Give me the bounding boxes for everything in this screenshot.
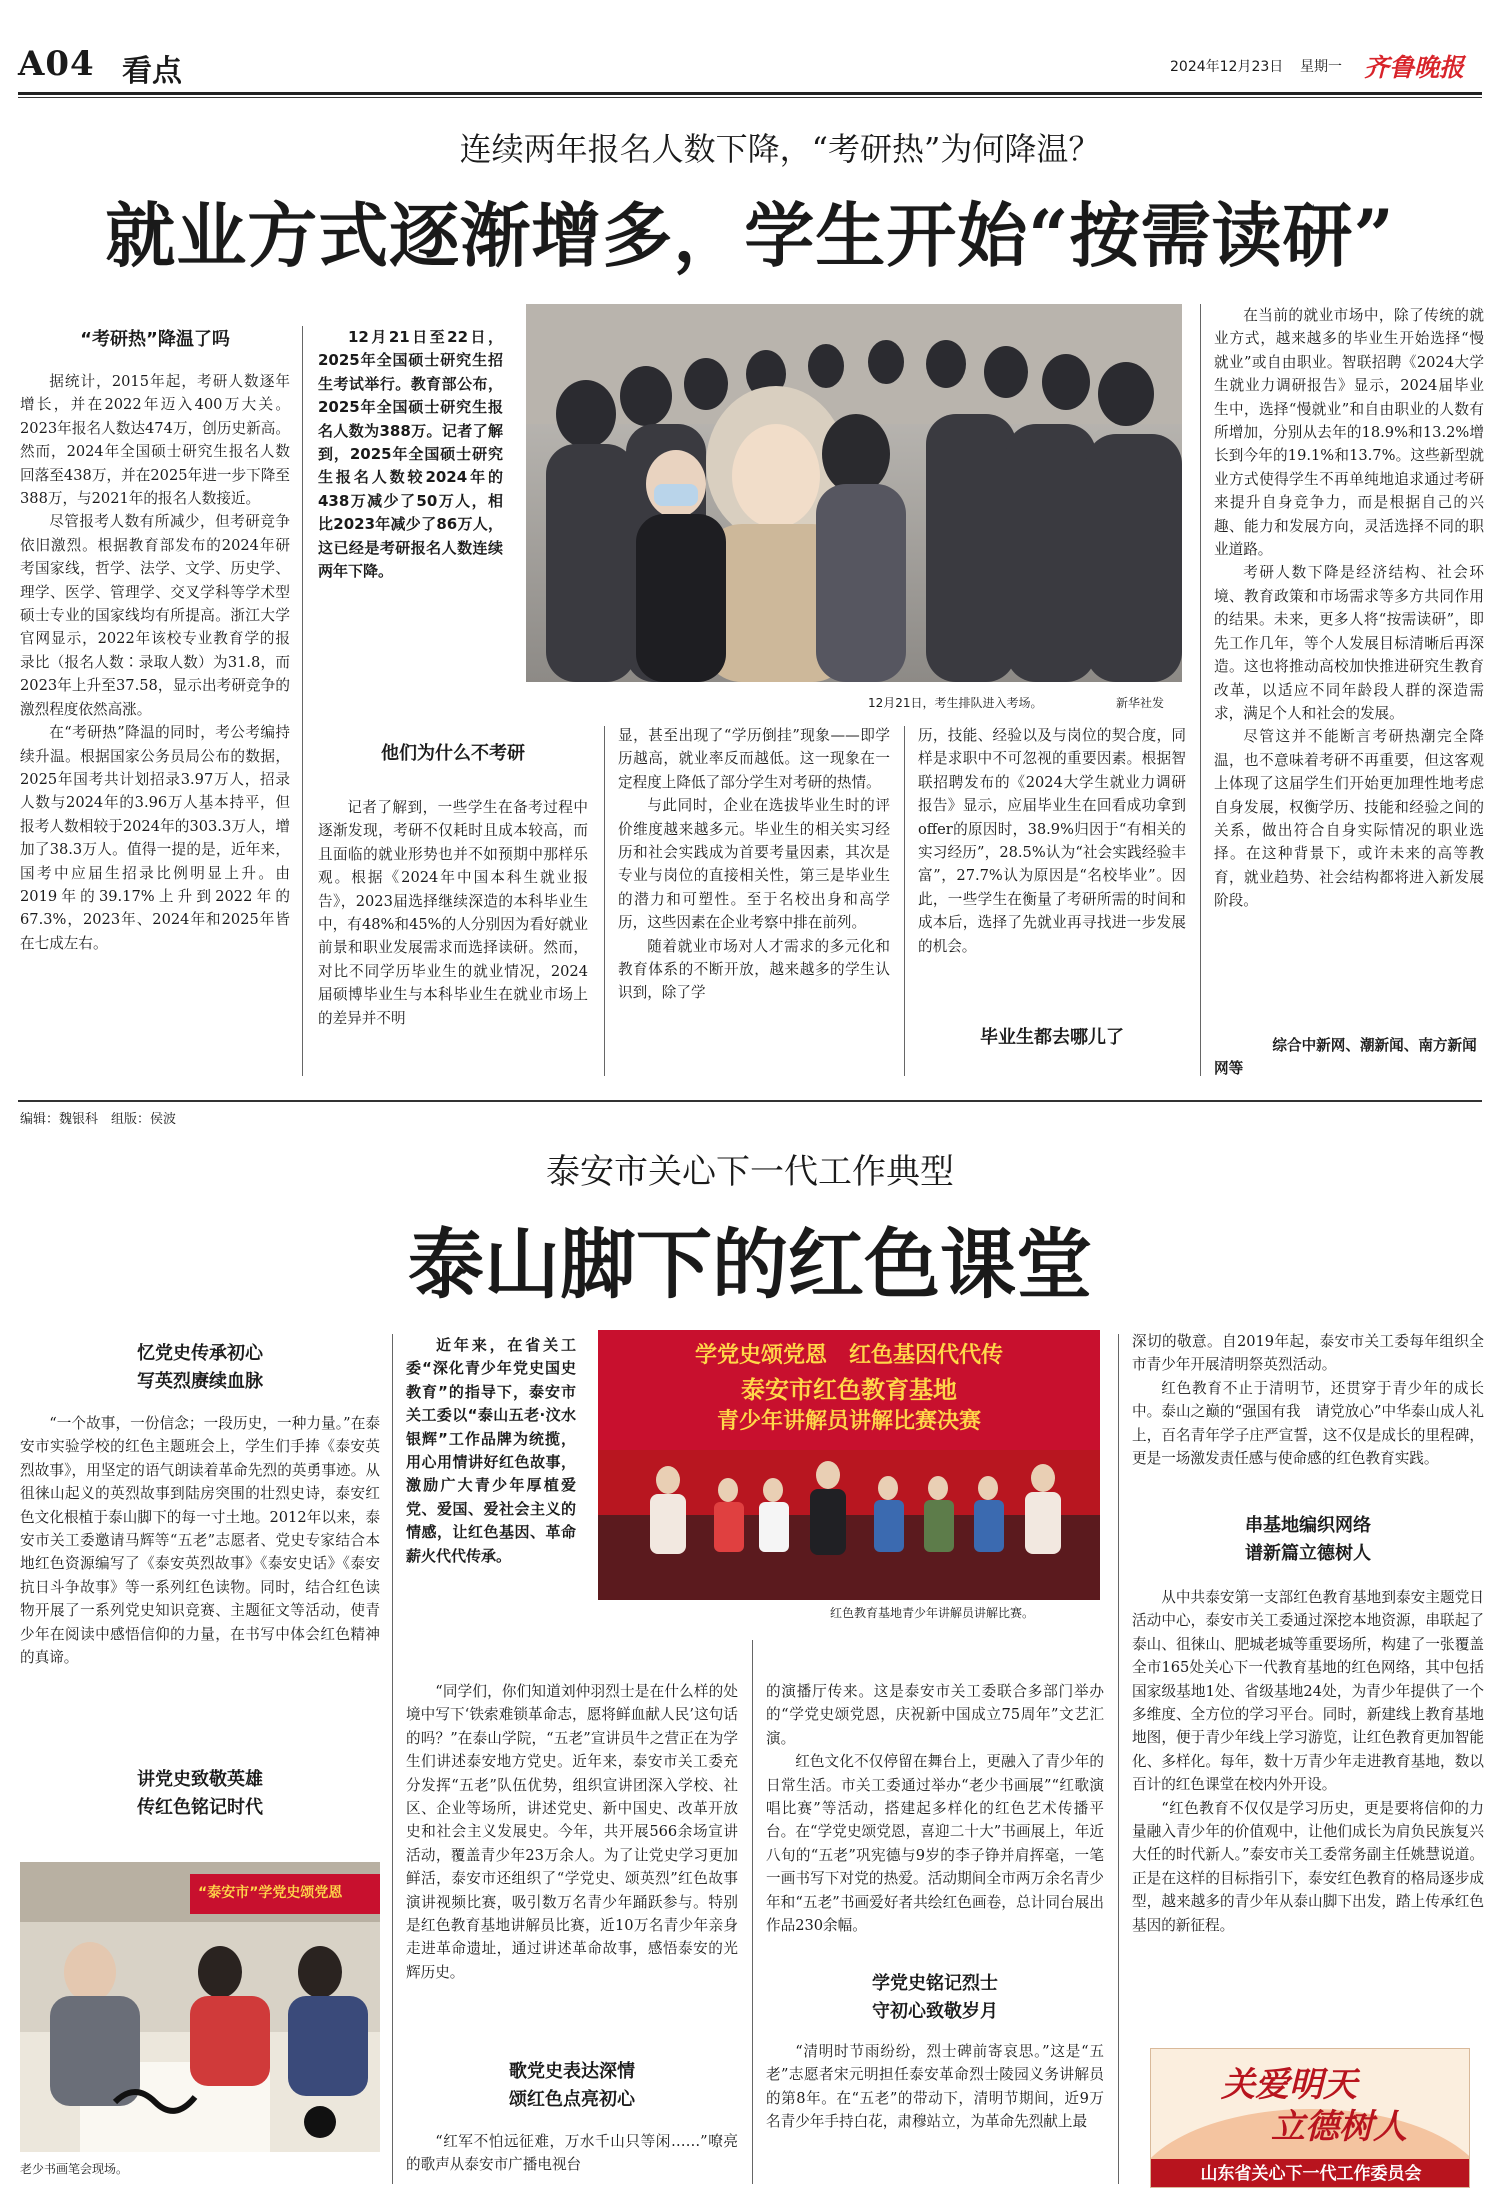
story1-col5-body: [1214, 304, 1484, 1034]
section-name: 看点: [122, 54, 182, 89]
story2-colD-heading: [1132, 1512, 1484, 1568]
lead-paragraph: 近年来，在省关工委“深化青少年党史国史教育”的指导下，泰安市关工委以“泰山五老·汶水银辉”工作品牌为统揽，用心用情讲好红色故事，激励广大青少年厚植爱党、爱国、爱社会主义的情感，让红色基因、革命薪火代代传承。: [406, 1336, 576, 1565]
issue-date: 2024年12月23日: [1170, 59, 1284, 75]
story2-colA-body: [20, 1412, 380, 1732]
story2-colC-body-2: [766, 2040, 1104, 2180]
paragraph: 在“考研热”降温的同时，考公考编持续升温。根据国家公务员局公布的数据，2025年国考共计划招录3.97万人，招录人数与2024年的3.96万人基本持平，但报考人数相较于2024年的303.3万人，增加了38.3万人。值得一提的是，近年来，国考中应届生招录比例明显上升。由2019年的39.17%上升到2022年的67.3%，2023年、2024年和2025年皆在七成左右。: [20, 724, 290, 952]
story2-colB-body: [406, 1680, 738, 2050]
story-divider: [18, 1100, 1482, 1102]
paragraph: 深切的敬意。自2019年起，泰安市关工委每年组织全市青少年开展清明祭英烈活动。: [1132, 1333, 1484, 1374]
badge-organization: 山东省关心下一代工作委员会: [1151, 2159, 1470, 2188]
column-rule: [1118, 1334, 1119, 2184]
heading-line: 写英烈赓续血脉: [137, 1371, 263, 1392]
story2-colB-heading: [406, 2058, 738, 2114]
exam-queue-photo-graphic: [526, 304, 1182, 682]
paragraph: “红色教育不仅仅是学习历史，更是要将信仰的力量融入青少年的价值观中，让他们成长为肩负民族复兴大任的时代新人。”泰安市关工委常务副主任姚慧说道。正是在这样的目标指引下，泰安红色教育的格局逐步成型，越来越多的青少年从泰山脚下出发，踏上传承红色基因的新征程。: [1132, 1799, 1484, 1934]
editor-credit: 编辑：魏银科 组版：侯波: [20, 1112, 177, 1127]
column-rule: [392, 1334, 393, 2184]
heading-line: 守初心致敬岁月: [872, 2001, 998, 2022]
badge-slogan-2: 立德树人: [1271, 2107, 1407, 2147]
paragraph: 红色文化不仅停留在舞台上，更融入了青少年的日常生活。市关工委通过举办“老少书画展”“红歌演唱比赛”等活动，搭建起多样化的红色艺术传播平台。在“学党史颂党恩，喜迎二十大”书画展上，年近八旬的“五老”巩宪德与9岁的李子铮并肩挥毫，一笔一画书写下对党的热爱。活动期间全市两万余名青少年和“五老”书画爱好者共绘红色画卷，总计同台展出作品230余幅。: [766, 1753, 1104, 1935]
heading-line: 歌党史表达深情: [509, 2061, 635, 2082]
photo2-caption: 红色教育基地青少年讲解员讲解比赛。: [830, 1606, 1035, 1620]
story1-lead: [318, 326, 503, 666]
story2-colA-heading-2: [20, 1766, 380, 1822]
story1-col1-body: [20, 370, 290, 1080]
paragraph: 记者了解到，一些学生在备考过程中逐渐发现，考研不仅耗时且成本较高，而且面临的就业形势也并不如预期中那样乐观。根据《2024年中国本科生就业报告》，2023届选择继续深造的本科毕业生中，有48%和45%的人分别因为看好就业前景和职业发展需求而选择读研。然而，对比不同学历毕业生的就业情况，2024届硕博毕业生与本科毕业生在就业市场上的差异并不明: [318, 799, 588, 1027]
story2-colD-body: [1132, 1330, 1484, 1520]
story1-col3-body: [618, 724, 890, 1076]
paragraph: “清明时节雨纷纷，烈士碑前寄哀思。”这是“五老”志愿者宋元明担任泰安革命烈士陵园义务讲解员的第8年。在“五老”的带动下，清明节期间，近9万名青少年手持白花，肃穆站立，为革命先烈献上最: [766, 2043, 1104, 2131]
paragraph: “一个故事，一份信念；一段历史，一种力量。”在泰安市实验学校的红色主题班会上，学生们手捧《泰安英烈故事》，用坚定的语气朗读着革命先烈的英勇事迹。从徂徕山起义的英烈故事到陆房突围的壮烈史诗，泰安红色文化根植于泰山脚下的每一寸土地。2012年以来，泰安市关工委邀请马辉等“五老”志愿者、党史专家结合本地红色资源编写了《泰安英烈故事》《泰安史话》《泰安抗日斗争故事》等一系列红色读物。同时，结合红色读物开展了一系列党史知识竞赛、主题征文等活动，使青少年在阅读中感悟信仰的力量，在书写中体会红色精神的真谛。: [20, 1415, 380, 1667]
care-tomorrow-badge: [1150, 2048, 1470, 2188]
paragraph: 红色教育不止于清明节，还贯穿于青少年的成长中。泰山之巅的“强国有我 请党放心”中华泰山成人礼上，百名青年学子庄严宣誓，这不仅是成长的里程碑，更是一场激发责任感与使命感的红色教育实践。: [1132, 1379, 1484, 1468]
page-number: A04: [18, 44, 95, 84]
column-rule: [302, 326, 303, 1076]
photo1-caption: 老少书画笔会现场。: [20, 2162, 129, 2176]
story1-kicker: 连续两年报名人数下降，“考研热”为何降温？: [459, 130, 1101, 168]
paragraph: 据统计，2015年起，考研人数逐年增长，并在2022年迈入400万大关。2023年报名人数达474万，创历史新高。然而，2024年全国硕士研究生报名人数回落至438万，并在2025年进一步下降至388万，与2021年的报名人数接近。: [20, 373, 290, 508]
story1-col2-body: [318, 796, 588, 1076]
paragraph: 考研人数下降是经济结构、社会环境、教育政策和市场需求等多方共同作用的结果。未来，更多人将“按需读研”，即先工作几年，等个人发展目标清晰后再深造。这也将推动高校加快推进研究生教育改革，以适应不同年龄段人群的深造需求，满足个人和社会的发展。: [1214, 564, 1484, 722]
paragraph: 显，甚至出现了“学历倒挂”现象——即学历越高，就业率反而越低。这一现象在一定程度上降低了部分学生对考研的热情。: [618, 727, 890, 791]
story1-col1-heading: “考研热”降温了吗: [80, 329, 230, 350]
heading-line: 传红色铭记时代: [137, 1797, 263, 1818]
story2-headline: 泰山脚下的红色课堂: [408, 1220, 1092, 1309]
header-rule-thin: [18, 97, 1482, 98]
column-rule: [904, 726, 905, 1076]
story1-source: 综合中新网、潮新闻、南方新闻网等: [1214, 1037, 1477, 1078]
story2-colD-body-2: [1132, 1586, 1484, 2042]
paragraph: 在当前的就业市场中，除了传统的就业方式，越来越多的毕业生开始选择“慢就业”或自由职业。智联招聘《2024大学生就业力调研报告》显示，2024届毕业生中，选择“慢就业”和自由职业的人数有所增加，分别从去年的18.9%和13.2%增长到今年的19.1%和13.7%。这些新型就业方式使得学生不再单纯地追求通过考研来提升自身竞争力，而是根据自己的兴趣、能力和发展方向，灵活选择不同的职业道路。: [1214, 307, 1484, 559]
header-rule: [18, 92, 1482, 95]
contest-banner-line-2: 泰安市红色教育基地: [741, 1376, 957, 1404]
story1-headline: 就业方式逐渐增多，学生开始“按需读研”: [105, 194, 1395, 277]
paragraph: 尽管报考人数有所减少，但考研竞争依旧激烈。根据教育部发布的2024年研考国家线，哲学、法学、文学、历史学、理学、医学、管理学、交叉学科等学术型硕士专业的国家线均有所提高。浙江大学官网显示，2022年该校专业教育学的报录比（报名人数∶录取人数）为31.8，而2023年上升至37.58，显示出考研竞争的激烈程度依然高涨。: [20, 513, 290, 718]
calligraphy-banner: “泰安市”学党史颂党恩: [198, 1885, 343, 1901]
paragraph: 从中共泰安第一支部红色教育基地到泰安主题党日活动中心，泰安市关工委通过深挖本地资源，串联起了泰山、徂徕山、肥城老城等重要场所，构建了一张覆盖全市165处关心下一代教育基地的红色网络，其中包括国家级基地1处、省级基地24处，为青少年提供了一个多维度、全方位的学习平台。同时，新建线上教育基地地图，便于青少年线上学习游览，让红色教育更加智能化、多样化。每年，数十万青少年走进教育基地，数以百计的红色课堂在校内外开设。: [1132, 1589, 1484, 1794]
column-rule: [752, 1640, 753, 2184]
badge-slogan-1: 关爱明天: [1221, 2065, 1357, 2105]
lead-paragraph: 12月21日至22日，2025年全国硕士研究生招生考试举行。教育部公布，2025年全国硕士研究生报名人数为388万。记者了解到，2025年全国硕士研究生报名人数较2024年的438万减少了50万人，相比2023年减少了86万人，这已经是考研报名人数连续两年下降。: [318, 328, 503, 581]
paragraph: 历，技能、经验以及与岗位的契合度，同样是求职中不可忽视的重要因素。根据智联招聘发布的《2024大学生就业力调研报告》显示，应届毕业生在回看成功拿到offer的原因时，38.9%归因于“有相关的实习经历”，28.5%认为“社会实践经验丰富”，27.7%认为原因是“名校毕业”。因此，一些学生在衡量了考研所需的时间和成本后，选择了先就业再寻找进一步发展的机会。: [918, 727, 1186, 955]
masthead-logo: 齐鲁晚报: [1364, 53, 1465, 82]
story1-col4-heading: 毕业生都去哪儿了: [980, 1027, 1124, 1048]
story1-col4-body: [918, 724, 1186, 1004]
paragraph: “同学们，你们知道刘仲羽烈士是在什么样的处境中写下‘铁索难锁革命志，愿将鲜血献人民’这句话的吗？”在泰山学院，“五老”宣讲员牛之营正在为学生们讲述泰安地方党史。近年来，泰安市关工委充分发挥“五老”队伍优势，组织宣讲团深入学校、社区、企业等场所，讲述党史、新中国史、改革开放史和社会主义发展史。今年，共开展566余场宣讲活动，覆盖青少年23万余人。为了让党史学习更加鲜活，泰安市还组织了“学党史、颂英烈”红色故事演讲视频比赛，吸引数万名青少年踊跃参与。特别是红色教育基地讲解员比赛，近10万名青少年亲身走进革命遗址，通过讲述革命故事，感悟泰安的光辉历史。: [406, 1683, 738, 1981]
calligraphy-photo-graphic: [20, 1862, 380, 2152]
story2-colC-body: [766, 1680, 1104, 1980]
calligraphy-photo: [20, 1862, 380, 2152]
column-rule: [604, 726, 605, 1076]
paragraph: “红军不怕远征难，万水千山只等闲……”嘹亮的歌声从泰安市广播电视台: [406, 2133, 738, 2174]
paragraph: 与此同时，企业在选拔毕业生时的评价维度越来越多元。毕业生的相关实习经历和社会实践成为首要考量因素，其次是专业与岗位的直接相关性，第三是毕业生的潜力和可塑性。至于名校出身和高学历，这些因素在企业考察中排在前列。: [618, 797, 890, 932]
story1-col2-heading: 他们为什么不考研: [381, 743, 525, 764]
heading-line: 忆党史传承初心: [137, 1343, 263, 1364]
heading-line: 学党史铭记烈士: [872, 1973, 998, 1994]
paragraph: 尽管这并不能断言考研热潮完全降温，也不意味着考研不再重要，但这客观上体现了这届学生们开始更加理性地考虑自身发展，权衡学历、技能和经验之间的关系，做出符合自身实际情况的职业选择。在这种背景下，或许未来的高等教育，就业趋势、社会结构都将进入新发展阶段。: [1214, 728, 1484, 910]
column-rule: [1200, 304, 1201, 1076]
heading-line: 串基地编织网络: [1245, 1515, 1371, 1536]
paragraph: 随着就业市场对人才需求的多元化和教育体系的不断开放，越来越多的学生认识到，除了学: [618, 937, 890, 1002]
issue-weekday: 星期一: [1300, 59, 1342, 75]
story2-lead: [406, 1334, 576, 1674]
heading-line: 颂红色点亮初心: [509, 2089, 635, 2110]
paragraph: 的演播厅传来。这是泰安市关工委联合多部门举办的“学党史颂党恩，庆祝新中国成立75周年”文艺汇演。: [766, 1683, 1104, 1747]
story2-colB-body-2: [406, 2130, 738, 2180]
heading-line: 讲党史致敬英雄: [137, 1769, 263, 1790]
contest-banner-line-3: 青少年讲解员讲解比赛决赛: [716, 1409, 981, 1434]
exam-queue-photo: [526, 304, 1182, 682]
story2-colA-heading: [20, 1340, 380, 1396]
story2-kicker: 泰安市关心下一代工作典型: [546, 1152, 954, 1192]
photo-caption: 12月21日，考生排队进入考场。: [868, 696, 1043, 710]
heading-line: 谱新篇立德树人: [1245, 1543, 1371, 1564]
contest-banner-line-1: 学党史颂党恩 红色基因代代传: [694, 1343, 1003, 1368]
photo-credit: 新华社发: [1116, 696, 1165, 710]
contest-photo: [598, 1330, 1100, 1600]
story2-colC-heading: [766, 1970, 1104, 2026]
